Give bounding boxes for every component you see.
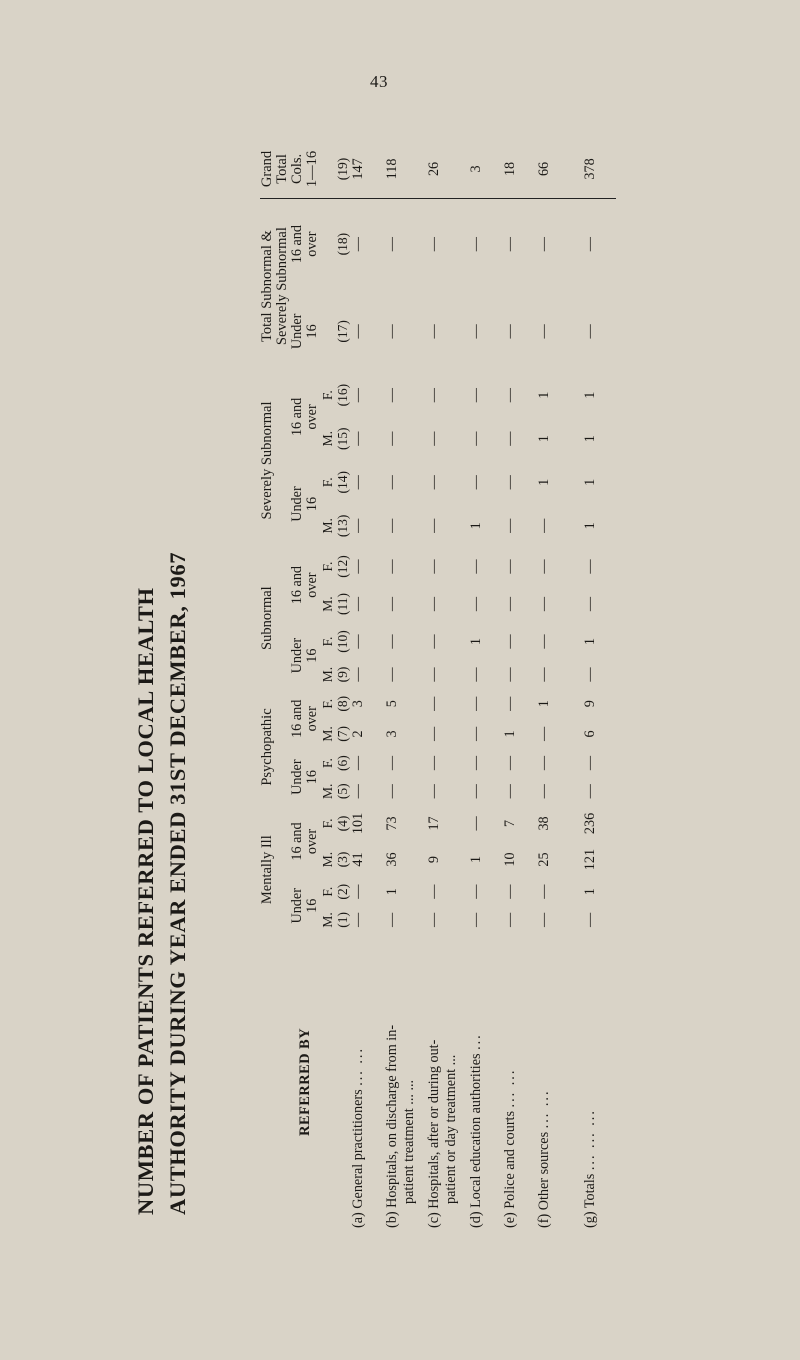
- mi-16and-label: 16 and: [289, 822, 305, 861]
- table-cell: 1: [582, 435, 598, 443]
- ss-over-label: over: [304, 404, 320, 430]
- table-cell: —: [582, 784, 598, 799]
- table-cell: —: [502, 667, 518, 682]
- ss-16and-label: 16 and: [289, 397, 305, 437]
- table-cell: —: [426, 784, 442, 799]
- row-label-line-1: (e) Police and courts: [502, 1110, 518, 1228]
- column-number-19: (19): [335, 140, 350, 198]
- row-label: [350, 934, 384, 1230]
- ss-under16: [290, 460, 320, 547]
- table-cell: 147: [350, 140, 384, 198]
- grand-total-line-2: Total: [274, 154, 290, 184]
- table-cell: 1: [582, 391, 598, 399]
- table-cell: —: [502, 912, 518, 927]
- table-row: [350, 140, 384, 1230]
- row-label-dots: ... ...: [502, 1068, 518, 1108]
- table-cell: 118: [384, 140, 426, 198]
- sn-16-label: 16: [304, 648, 320, 663]
- table-cell: 1: [468, 637, 484, 646]
- ss-16over: [290, 373, 320, 460]
- table-title: [130, 135, 194, 1215]
- row-label-dots: ... ...: [536, 1089, 552, 1129]
- table-cell: —: [426, 755, 442, 771]
- table-cell: —: [384, 237, 400, 252]
- column-number-11: (11): [335, 593, 350, 616]
- table-cell: —: [350, 634, 366, 649]
- title-line-1: NUMBER OF PATIENTS REFERRED TO LOCAL HEALTH: [133, 587, 158, 1215]
- table-cell: —: [582, 237, 598, 252]
- table-cell: —: [582, 596, 598, 612]
- table-cell: —: [350, 667, 366, 682]
- column-number-10: (10): [335, 630, 350, 653]
- table-row: [468, 140, 502, 1230]
- row-label: [468, 934, 502, 1230]
- table-row: [502, 140, 536, 1230]
- group-mentally-ill: Mentally Ill: [259, 835, 275, 905]
- table-cell: 18: [502, 140, 536, 198]
- column-number-16: (16): [335, 383, 350, 407]
- table-cell: 38: [536, 816, 552, 831]
- table-cell: —: [350, 755, 366, 771]
- ss-under16-label: Under: [289, 486, 305, 522]
- table-body: [350, 140, 616, 1230]
- table-cell: —: [468, 431, 484, 446]
- table-cell: 3: [350, 700, 366, 708]
- row-label: [570, 934, 616, 1230]
- sex-header-6: F.: [320, 758, 335, 768]
- ps-16-label: 16: [304, 770, 320, 785]
- table-cell: 41: [350, 852, 366, 867]
- table-cell: —: [350, 884, 366, 899]
- sex-header-2: F.: [320, 886, 335, 897]
- table-cell: —: [384, 518, 400, 533]
- sex-header-10: F.: [320, 636, 335, 647]
- table-cell: —: [426, 559, 442, 574]
- table-cell: —: [350, 784, 366, 799]
- table-cell: —: [350, 596, 366, 612]
- table-cell: —: [384, 667, 400, 682]
- table-cell: 7: [502, 819, 518, 827]
- sex-header-1: M.: [320, 912, 335, 928]
- table-cell: 378: [570, 140, 616, 198]
- table-cell: 25: [536, 852, 552, 867]
- table-cell: —: [468, 884, 484, 899]
- table-cell: —: [426, 634, 442, 649]
- referred-by-header: REFERRED BY: [296, 1028, 313, 1136]
- row-label-line-1: (g) Totals: [582, 1173, 598, 1228]
- table-cell: —: [384, 634, 400, 649]
- table-cell: —: [536, 755, 552, 771]
- ss-16-label: 16: [304, 496, 320, 512]
- sex-header-13: M.: [320, 518, 335, 534]
- grand-total-line-4: 1—16: [304, 150, 320, 188]
- column-number-12: (12): [335, 555, 350, 578]
- table-cell: —: [582, 755, 598, 771]
- table-cell: —: [384, 324, 400, 339]
- table-cell: —: [468, 696, 484, 711]
- table-cell: —: [536, 634, 552, 649]
- table-cell: 1: [536, 435, 552, 443]
- table-cell: —: [350, 324, 366, 339]
- mi-over-label: over: [304, 828, 320, 855]
- grand-total-line-1: Grand: [259, 150, 275, 188]
- table-cell: —: [502, 784, 518, 799]
- table-cell: —: [350, 559, 366, 574]
- ps-under16: [290, 749, 320, 805]
- table-cell: 66: [536, 140, 570, 198]
- sex-header-15: M.: [320, 431, 335, 447]
- table-cell: 1: [468, 522, 484, 530]
- ts-16over: [290, 198, 320, 289]
- table-cell: —: [582, 324, 598, 339]
- table-cell: —: [384, 755, 400, 771]
- table-cell: —: [468, 596, 484, 612]
- row-label-line-1: (b) Hospitals, on discharge from in-: [384, 1024, 400, 1228]
- table-cell: —: [426, 696, 442, 711]
- row-label: [426, 934, 468, 1230]
- row-label: [536, 934, 570, 1230]
- row-label-line-1: (c) Hospitals, after or during out-: [426, 1039, 442, 1228]
- column-number-7: (7): [335, 726, 350, 742]
- row-label-line-2: patient or day treatment ...: [443, 1054, 459, 1204]
- table-cell: —: [468, 816, 484, 831]
- table-cell: —: [468, 667, 484, 682]
- table-cell: —: [502, 388, 518, 403]
- column-number-2: (2): [335, 883, 350, 900]
- column-number-6: (6): [335, 755, 350, 771]
- table-cell: 1: [582, 478, 598, 486]
- table-cell: 17: [426, 816, 442, 831]
- table-cell: —: [384, 596, 400, 612]
- table-cell: —: [426, 237, 442, 252]
- table-cell: —: [350, 388, 366, 403]
- table-cell: 73: [384, 816, 400, 831]
- table-cell: 1: [582, 888, 598, 896]
- table-cell: —: [468, 726, 484, 741]
- table-cell: —: [502, 755, 518, 771]
- row-label-line-2: patient treatment ... ...: [401, 1079, 417, 1204]
- table-cell: —: [502, 518, 518, 533]
- ts-u-sex-blank: [320, 289, 335, 373]
- table-cell: —: [426, 884, 442, 899]
- table-cell: 121: [582, 848, 598, 871]
- table-cell: —: [384, 388, 400, 403]
- table-cell: 1: [582, 637, 598, 646]
- table-cell: —: [384, 431, 400, 446]
- total-subnormal-line-2: Severely Subnormal: [274, 227, 290, 346]
- sn-16over: [290, 548, 320, 623]
- ps-16over: [290, 689, 320, 749]
- table-cell: —: [502, 696, 518, 711]
- ps-under16-label: Under: [289, 759, 305, 795]
- table-cell: —: [536, 596, 552, 612]
- ts-under16-label: Under: [289, 313, 305, 350]
- table-cell: —: [350, 475, 366, 490]
- table-cell: 1: [582, 522, 598, 530]
- table-cell: —: [426, 431, 442, 446]
- sex-header-4: F.: [320, 818, 335, 829]
- group-grand-total: [260, 140, 335, 198]
- table-cell: —: [468, 324, 484, 339]
- grand-total-line-3: Cols.: [289, 153, 305, 185]
- row-label: [502, 934, 536, 1230]
- column-number-14: (14): [335, 471, 350, 494]
- sex-header-8: F.: [320, 698, 335, 709]
- sn-over-label: over: [304, 572, 320, 598]
- row-label-line-1: (f) Other sources: [536, 1131, 552, 1228]
- table-cell: 9: [426, 856, 442, 864]
- mi-under16: [290, 878, 320, 934]
- table-cell: —: [468, 388, 484, 403]
- mi-under16-label: Under: [289, 888, 305, 924]
- row-label-dots: ... ...: [350, 1046, 366, 1086]
- table-cell: —: [536, 726, 552, 741]
- ts-16and-label: 16 and: [289, 225, 305, 264]
- column-number-8: (8): [335, 695, 350, 712]
- column-number-1: (1): [335, 912, 350, 928]
- table-cell: —: [426, 912, 442, 927]
- table-cell: —: [350, 518, 366, 533]
- table-cell: —: [426, 726, 442, 741]
- column-number-13: (13): [335, 514, 350, 538]
- column-number-4: (4): [335, 815, 350, 832]
- sex-header-12: F.: [320, 561, 335, 572]
- group-total-subnormal: [260, 198, 290, 373]
- table-cell: —: [426, 596, 442, 612]
- page-number: 43: [370, 72, 388, 91]
- table-cell: —: [582, 667, 598, 682]
- table-cell: —: [536, 237, 552, 252]
- column-number-18: (18): [335, 232, 350, 256]
- table-cell: 1: [536, 700, 552, 708]
- table-cell: 2: [350, 730, 366, 738]
- table-cell: 3: [384, 730, 400, 738]
- column-number-5: (5): [335, 783, 350, 800]
- table-cell: 10: [502, 852, 518, 867]
- group-severely-subnormal: Severely Subnormal: [259, 401, 275, 520]
- table-cell: —: [536, 559, 552, 574]
- table-cell: —: [502, 559, 518, 574]
- table-cell: —: [536, 884, 552, 899]
- column-number-15: (15): [335, 427, 350, 450]
- table-cell: 3: [468, 140, 502, 198]
- mi-16-label: 16: [304, 898, 320, 913]
- table-cell: —: [468, 237, 484, 252]
- column-number-3: (3): [335, 851, 350, 868]
- ps-16and-label: 16 and: [289, 699, 305, 738]
- table-cell: —: [384, 784, 400, 799]
- table-cell: —: [582, 912, 598, 927]
- table-cell: 5: [384, 700, 400, 708]
- row-label-line-1: (a) General practitioners: [350, 1089, 366, 1228]
- table-cell: —: [468, 912, 484, 927]
- ps-over-label: over: [304, 706, 320, 732]
- referrals-table: [260, 140, 616, 1230]
- sex-header-11: M.: [320, 596, 335, 612]
- table-cell: 1: [536, 391, 552, 399]
- column-number-17: (17): [335, 320, 350, 343]
- table-cell: —: [468, 755, 484, 771]
- sex-header-16: F.: [320, 390, 335, 401]
- table-cell: 36: [384, 852, 400, 867]
- rotated-table-page: [130, 130, 770, 1230]
- sn-16and-label: 16 and: [289, 565, 305, 605]
- table-cell: —: [536, 667, 552, 682]
- table-cell: —: [426, 324, 442, 339]
- row-label-dots: ...: [468, 1033, 484, 1050]
- table-cell: —: [468, 559, 484, 574]
- ts-under16: [290, 289, 320, 373]
- table-cell: —: [384, 475, 400, 490]
- table-row: [536, 140, 570, 1230]
- table-cell: —: [502, 237, 518, 252]
- table-cell: —: [502, 324, 518, 339]
- ts-o-sex-blank: [320, 198, 335, 289]
- table-cell: —: [350, 431, 366, 446]
- sex-header-3: M.: [320, 851, 335, 868]
- table-cell: 236: [582, 812, 598, 835]
- table-cell: 1: [502, 730, 518, 738]
- sn-under16: [290, 623, 320, 689]
- table-cell: 9: [582, 700, 598, 708]
- table-cell: —: [502, 884, 518, 899]
- table-cell: 1: [468, 856, 484, 864]
- table-cell: —: [468, 475, 484, 490]
- table-row: [384, 140, 426, 1230]
- ts-16-label: 16: [304, 324, 320, 339]
- table-cell: 101: [350, 812, 366, 835]
- sex-header-14: F.: [320, 477, 335, 488]
- column-number-9: (9): [335, 666, 350, 683]
- sn-under16-label: Under: [289, 637, 305, 674]
- table-cell: —: [426, 518, 442, 533]
- table-cell: 6: [582, 730, 598, 738]
- sex-header-9: M.: [320, 666, 335, 683]
- table-cell: —: [536, 518, 552, 533]
- table-cell: —: [384, 559, 400, 574]
- mi-16over: [290, 805, 320, 877]
- table-cell: 1: [536, 478, 552, 486]
- table-cell: —: [536, 912, 552, 927]
- table-cell: 26: [426, 140, 468, 198]
- table-cell: —: [426, 667, 442, 682]
- sex-header-7: M.: [320, 726, 335, 742]
- table-cell: —: [502, 475, 518, 490]
- table-cell: —: [384, 912, 400, 927]
- table-row: [570, 140, 616, 1230]
- table-cell: 1: [384, 888, 400, 896]
- row-label: [384, 934, 426, 1230]
- table-cell: —: [468, 784, 484, 799]
- table-cell: —: [426, 388, 442, 403]
- table-cell: —: [536, 324, 552, 339]
- table-cell: —: [502, 634, 518, 649]
- group-psychopathic: Psychopathic: [259, 708, 275, 786]
- group-subnormal: Subnormal: [259, 586, 275, 650]
- table-cell: —: [350, 912, 366, 927]
- table-cell: —: [502, 431, 518, 446]
- ts-over-label: over: [304, 231, 320, 257]
- table-cell: —: [350, 237, 366, 252]
- title-line-2: AUTHORITY DURING YEAR ENDED 31ST DECEMBER, 1967: [165, 551, 190, 1215]
- table-row: [426, 140, 468, 1230]
- table-cell: —: [582, 559, 598, 574]
- table-cell: —: [502, 596, 518, 612]
- total-subnormal-line-1: Total Subnormal &: [259, 230, 275, 342]
- table-cell: —: [426, 475, 442, 490]
- table-cell: —: [536, 784, 552, 799]
- sex-header-5: M.: [320, 783, 335, 799]
- row-label-dots: ... ... ...: [582, 1109, 598, 1171]
- row-label-line-1: (d) Local education authorities: [468, 1053, 484, 1228]
